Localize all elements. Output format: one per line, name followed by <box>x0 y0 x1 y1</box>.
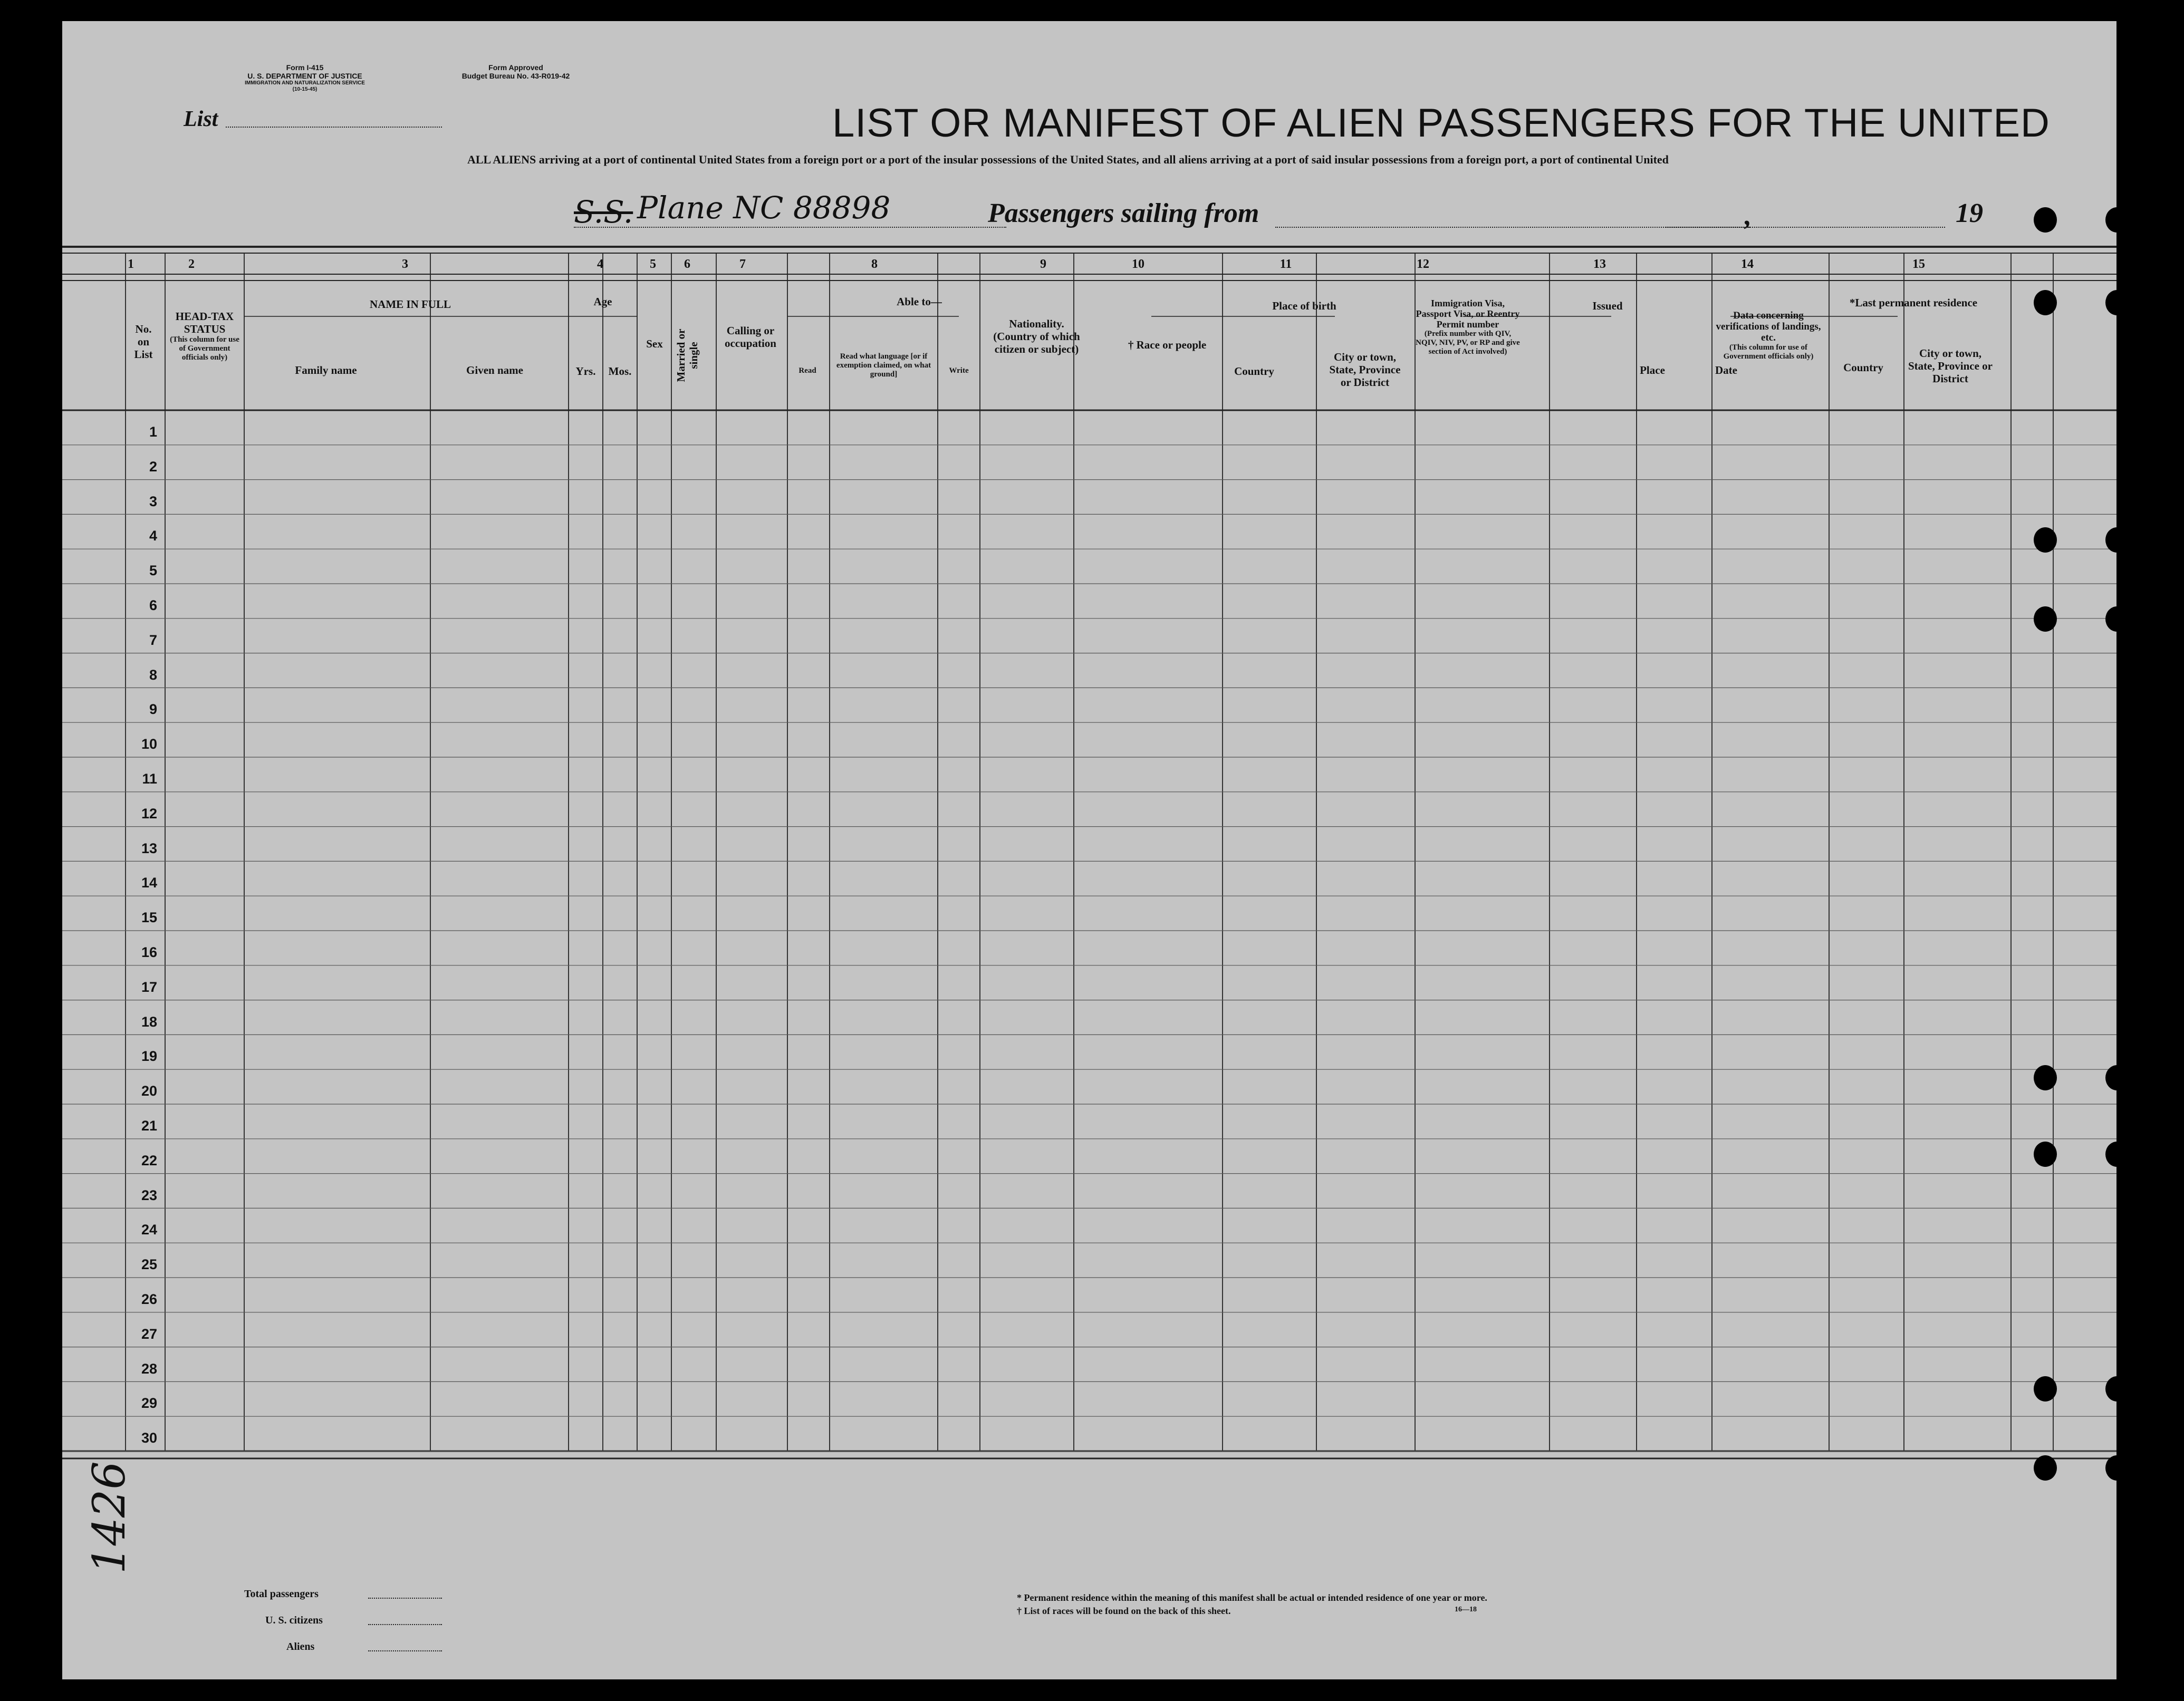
us-citizens-label: U. S. citizens <box>265 1615 323 1626</box>
calling-header: Calling or occupation <box>724 324 776 350</box>
row-number: 20 <box>141 1083 157 1099</box>
row-number: 29 <box>141 1395 157 1412</box>
us-citizens-field[interactable] <box>368 1624 442 1625</box>
row-number: 21 <box>141 1117 157 1134</box>
row-number: 15 <box>141 910 157 926</box>
last-residence-header: *Last permanent residence <box>1849 296 1978 309</box>
row-number: 4 <box>149 528 157 544</box>
row-number: 28 <box>141 1360 157 1377</box>
year-prefix: 19 <box>1956 198 1983 228</box>
nationality-header: Nationality. (Country of which citizen or subject) <box>993 317 1080 355</box>
col-14-number: 14 <box>1741 257 1754 271</box>
col-1-header: No. on List <box>134 323 153 361</box>
residence-city-header: City or town, State, Province or District <box>1908 347 1993 385</box>
comma: , <box>1745 201 1752 231</box>
row-number: 8 <box>149 666 157 683</box>
form-number: Form I-415 <box>286 63 324 72</box>
verification-label: Data concerning verifications of landings, etc. <box>1716 310 1821 343</box>
visa-header <box>1415 298 1521 356</box>
ship-name-handwritten: Plane NC 88898 <box>637 190 891 226</box>
row-number: 17 <box>141 979 157 995</box>
verification-header <box>1713 310 1824 361</box>
age-mos-header: Mos. <box>608 365 632 378</box>
page-subtitle: ALL ALIENS arriving at a port of continental United States from a foreign port or a port of the insular possessions of the United States, and all aliens arriving at a port of said insular possessions from a foreign port, a port of continental United <box>467 153 1669 166</box>
issued-date-header: Date <box>1715 364 1737 376</box>
row-number: 27 <box>141 1326 157 1342</box>
col-2-header <box>168 310 242 362</box>
manifest-page <box>62 21 2116 1679</box>
page-title: LIST OR MANIFEST OF ALIEN PASSENGERS FOR THE UNITED <box>832 101 2050 146</box>
col-10-number: 10 <box>1132 257 1144 271</box>
margin-handwritten-number: 1426 <box>83 1461 135 1574</box>
form-agency: U. S. DEPARTMENT OF JUSTICE <box>247 72 362 80</box>
write-header: Write <box>949 366 969 375</box>
head-tax-note: (This column for use of Government officials only) <box>170 335 239 362</box>
row-number: 5 <box>149 563 157 579</box>
total-passengers-label: Total passengers <box>244 1588 319 1600</box>
row-number: 11 <box>142 770 157 787</box>
row-number: 30 <box>141 1430 157 1446</box>
col-9-number: 9 <box>1040 257 1046 271</box>
ship-prefix: S.S. <box>574 194 633 230</box>
aliens-label: Aliens <box>286 1641 315 1652</box>
col-15-number: 15 <box>1912 257 1925 271</box>
read-language-header: Read what language [or if exemption claimed, on what ground] <box>836 352 931 379</box>
col-8-number: 8 <box>871 257 878 271</box>
footnote-race-list: † List of races will be found on the back of this sheet. <box>1017 1606 1231 1616</box>
col-12-number: 12 <box>1417 257 1429 271</box>
row-number: 6 <box>149 597 157 613</box>
birth-country-header: Country <box>1234 365 1274 378</box>
visa-note: (Prefix number with QIV, NQIV, NIV, PV, or RP and give section of Act involved) <box>1416 330 1520 356</box>
age-header: Age <box>593 295 612 308</box>
issued-header: Issued <box>1592 299 1623 312</box>
row-number: 9 <box>149 701 157 718</box>
list-label: List <box>184 107 218 131</box>
row-number: 7 <box>149 632 157 648</box>
col-4-number: 4 <box>597 257 603 271</box>
able-to-header: Able to— <box>897 295 942 308</box>
row-number: 13 <box>141 840 157 856</box>
row-number: 2 <box>149 458 157 475</box>
issued-place-header: Place <box>1640 364 1665 376</box>
visa-label: Immigration Visa, Passport Visa, or Reentry Permit number <box>1416 298 1520 330</box>
col-5-number: 5 <box>650 257 656 271</box>
row-number: 18 <box>141 1013 157 1030</box>
place-of-birth-header: Place of birth <box>1272 299 1336 312</box>
sex-header: Sex <box>646 337 663 350</box>
col-1-number: 1 <box>128 257 134 271</box>
form-service: IMMIGRATION AND NATURALIZATION SERVICE <box>245 80 365 86</box>
row-number: 25 <box>141 1257 157 1273</box>
row-number: 22 <box>141 1152 157 1168</box>
col-6-number: 6 <box>684 257 690 271</box>
col-3-number: 3 <box>402 257 408 271</box>
col-2-number: 2 <box>188 257 195 271</box>
aliens-field[interactable] <box>368 1650 442 1651</box>
print-code: 16—18 <box>1455 1606 1477 1613</box>
footnote-permanent-residence: * Permanent residence within the meaning of this manifest shall be actual or intended residence of one year or more. <box>1017 1592 1487 1603</box>
verification-note: (This column for use of Government officials only) <box>1723 343 1814 361</box>
race-header: † Race or people <box>1128 339 1207 351</box>
total-passengers-field[interactable] <box>368 1598 442 1599</box>
birth-city-header: City or town, State, Province or District <box>1329 351 1401 389</box>
family-name-header: Family name <box>295 364 357 376</box>
read-header: Read <box>798 366 816 375</box>
name-in-full-header: NAME IN FULL <box>369 298 451 311</box>
row-number: 14 <box>141 875 157 891</box>
row-number: 10 <box>141 736 157 752</box>
row-number: 3 <box>149 493 157 509</box>
row-number: 23 <box>141 1187 157 1203</box>
form-budget: Budget Bureau No. 43-R019-42 <box>461 72 570 80</box>
married-single-header: Married or single <box>675 328 700 382</box>
col-13-number: 13 <box>1593 257 1606 271</box>
residence-country-header: Country <box>1843 361 1883 374</box>
given-name-header: Given name <box>466 364 523 376</box>
row-number: 19 <box>141 1048 157 1065</box>
row-number: 24 <box>141 1222 157 1238</box>
row-number: 26 <box>141 1291 157 1307</box>
form-revision: (10-15-45) <box>292 86 318 92</box>
head-tax-label: HEAD-TAX STATUS <box>175 310 234 335</box>
row-number: 12 <box>141 805 157 821</box>
col-7-number: 7 <box>739 257 746 271</box>
row-number: 1 <box>149 423 157 440</box>
col-11-number: 11 <box>1279 257 1292 271</box>
sailing-label: Passengers sailing from <box>988 198 1259 228</box>
row-number: 16 <box>141 944 157 960</box>
manifest-grid <box>62 21 2116 1679</box>
form-approved: Form Approved <box>488 63 543 72</box>
age-yrs-header: Yrs. <box>575 365 596 378</box>
